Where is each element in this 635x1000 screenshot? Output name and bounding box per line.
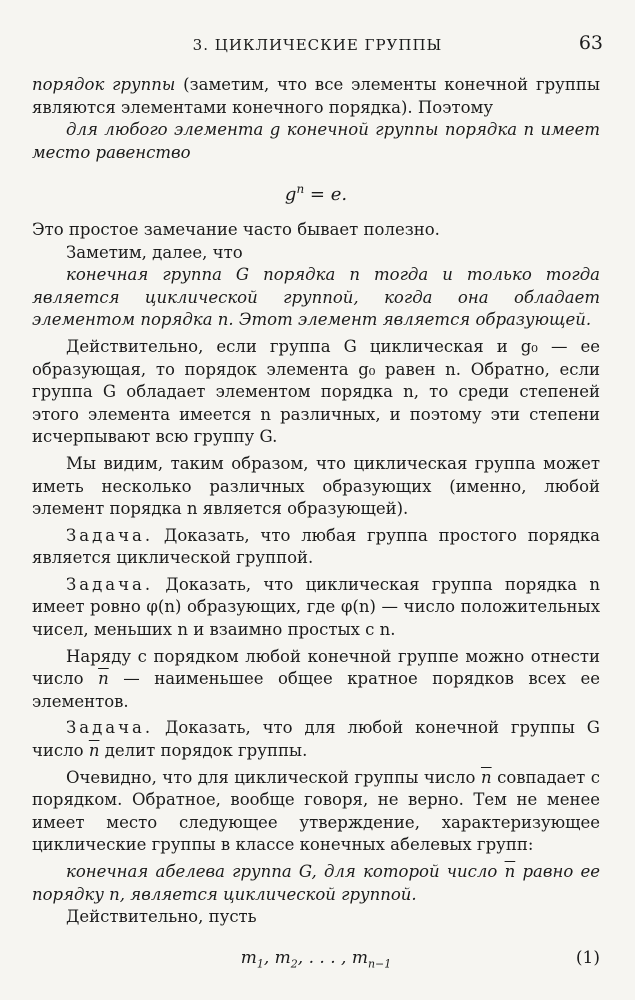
- eq-sep: , m: [263, 947, 291, 968]
- paragraph-cyclic: [32, 767, 600, 857]
- paragraph-1: [32, 74, 600, 119]
- paragraph-cyclic-text-a: Очевидно, что для циклической группы число: [66, 767, 481, 787]
- formula-gn-e: [32, 178, 600, 207]
- abelian-statement: [32, 861, 600, 906]
- equation-1: [32, 947, 600, 976]
- task-3-text-a: Доказать, что для любой конечной группы G число: [32, 718, 600, 761]
- n-bar-symbol: $\overline{n}$: [504, 862, 516, 881]
- abelian-statement-b: равно ее порядку n, является циклической группой.: [32, 862, 601, 904]
- task-2: [32, 574, 600, 642]
- eq-m: m: [240, 947, 257, 968]
- paragraph-3: Это простое замечание часто бывает полезно.: [32, 219, 440, 239]
- paragraph-proof: Действительно, если группа G циклическая и g₀ — ее образующая, то порядок элемента g₀ равен n. Обратно, если группа G обладает элементом порядка n, то среди степеней этого элемента имеется n различных, и поэтому эти степени исчерпывают всю группу G.: [32, 336, 600, 447]
- formula-base: g: [284, 184, 297, 206]
- abelian-statement-a: конечная абелева группа G, для которой число: [66, 862, 505, 881]
- paragraph-lcm-text-a: Наряду с порядком любой конечной группе можно отнести число: [32, 646, 600, 689]
- page-body: [32, 74, 600, 976]
- paragraph-proof-start: Действительно, пусть: [66, 907, 257, 927]
- running-title: 3. ЦИКЛИЧЕСКИЕ ГРУППЫ: [192, 36, 443, 54]
- paragraph-generators: Мы видим, таким образом, что циклическая группа может иметь несколько различных образующих (именно, любой элемент порядка n является образующей).: [32, 453, 600, 519]
- paragraph-1-text: (заметим, что все элементы конечной группы являются элементами конечного порядка). Поэтому: [32, 75, 600, 117]
- formula-rest: = e.: [304, 184, 348, 206]
- paragraph-cyclic-text-b: совпадает с порядком. Обратное, вообще говоря, не верно. Тем не менее имеет место следующее утверждение, характеризующее циклические группы в классе конечных абелевых групп:: [32, 767, 601, 855]
- paragraph-4: Заметим, далее, что: [66, 242, 243, 262]
- task-3-label: Задача.: [66, 718, 154, 738]
- eq-mid: , . . . , m: [297, 947, 368, 968]
- eq-sub-1: 1: [256, 957, 264, 971]
- page-header: [32, 28, 603, 60]
- task-1-text: Доказать, что любая группа простого порядка является циклической группой.: [32, 525, 600, 568]
- page-number: 63: [578, 32, 603, 54]
- term-group-order: порядок группы: [32, 75, 176, 94]
- task-1: [32, 525, 600, 570]
- paragraph-lcm: [32, 646, 600, 714]
- theorem-statement: конечная группа G порядка n тогда и только тогда является циклической группой, когда она обладает элементом порядка n. Этот элемент является образующей.: [32, 265, 600, 330]
- statement-1: для любого элемента g конечной группы порядка n имеет место равенство: [32, 120, 600, 162]
- n-bar-symbol: $\overline{n}$: [480, 767, 492, 787]
- task-3-text-b: делит порядок группы.: [99, 741, 308, 761]
- formula-exponent: n: [296, 182, 305, 197]
- task-3: [32, 717, 600, 762]
- n-bar-symbol: $\overline{n}$: [88, 741, 100, 761]
- paragraph-lcm-text-b: — наименьшее общее кратное порядков всех ее элементов.: [32, 669, 601, 711]
- task-1-label: Задача.: [66, 525, 154, 545]
- equation-number: (1): [575, 947, 600, 968]
- eq-sub-2: 2: [290, 957, 298, 971]
- n-bar-symbol: $\overline{n}$: [98, 669, 109, 689]
- eq-sub-3: n−1: [367, 957, 392, 971]
- task-2-label: Задача.: [66, 574, 154, 594]
- task-2-text: Доказать, что циклическая группа порядка n имеет ровно φ(n) образующих, где φ(n) — число положительных чисел, меньших n и взаимно простых с n.: [32, 574, 600, 640]
